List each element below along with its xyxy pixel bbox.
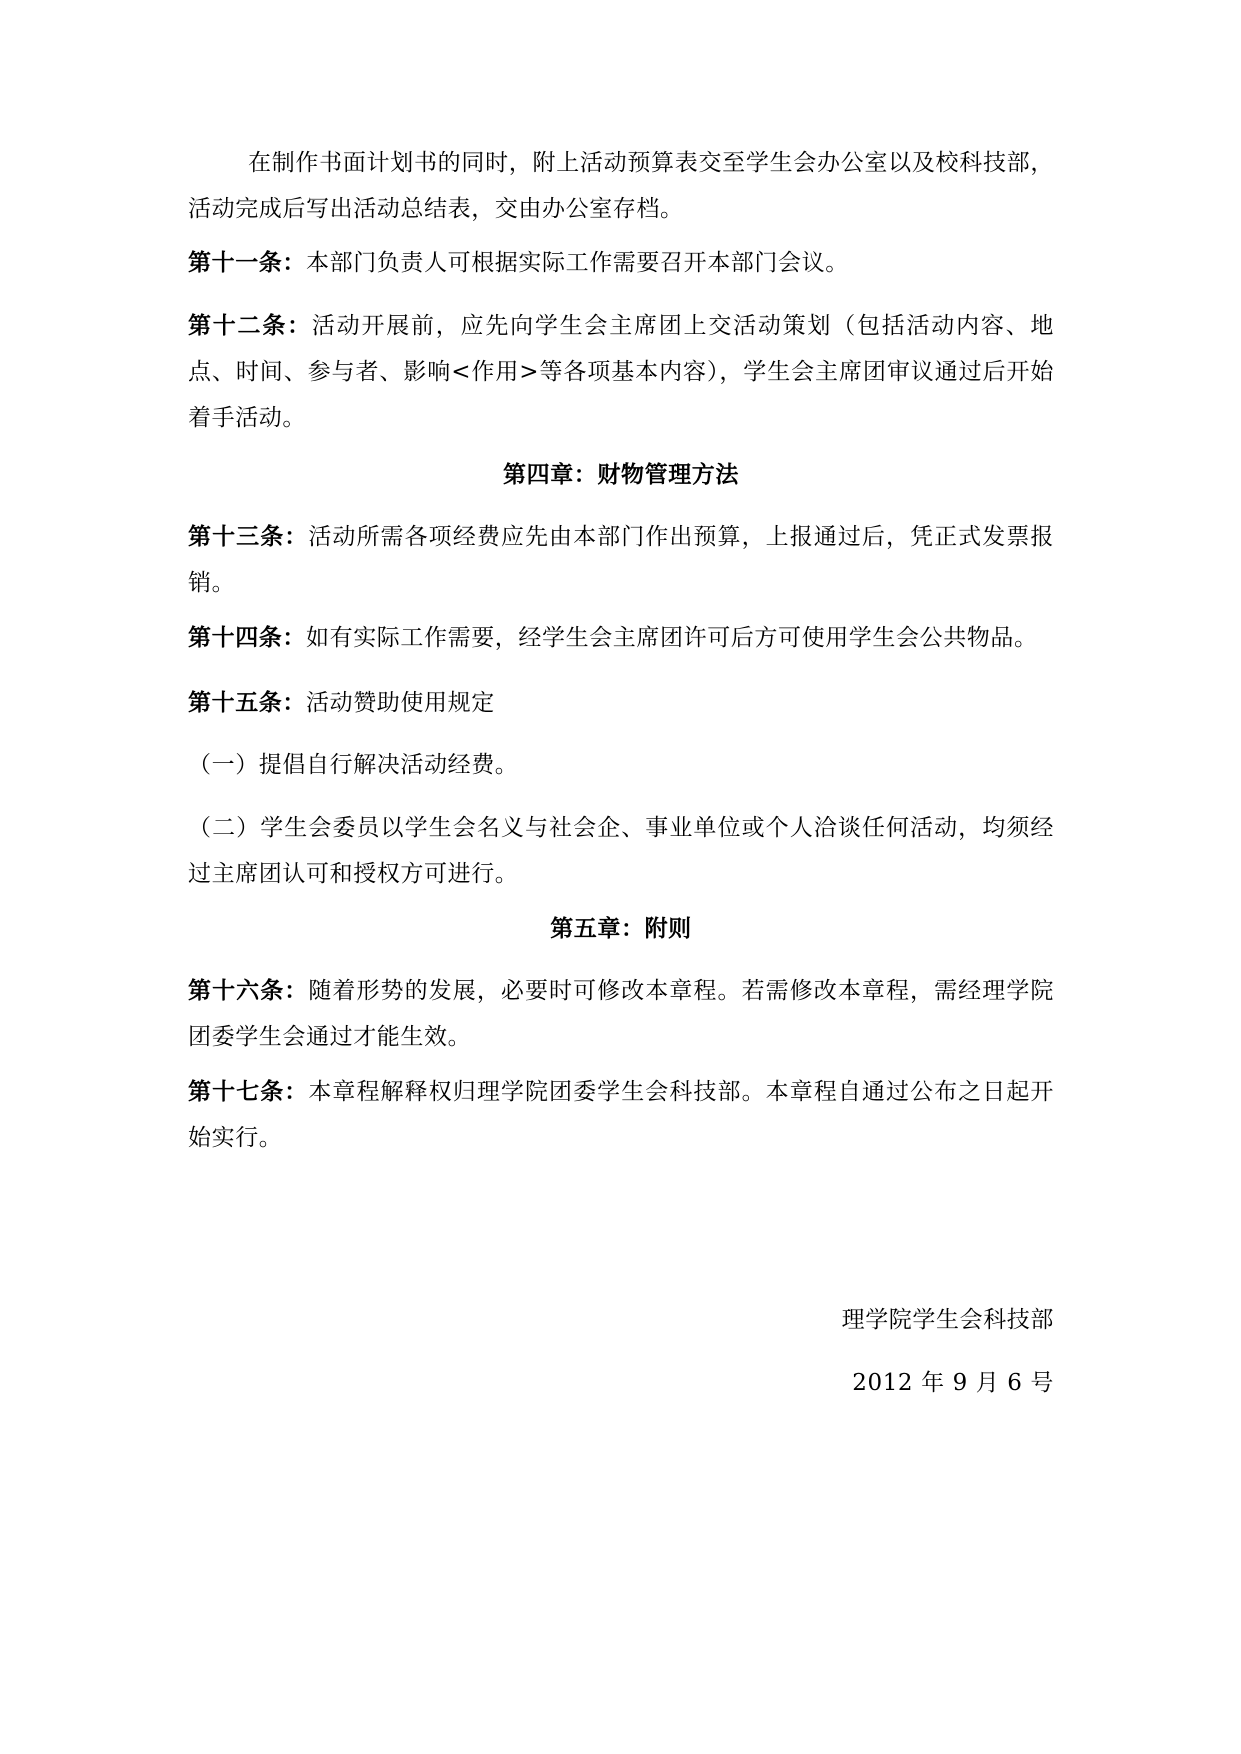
- article-11: [188, 240, 1054, 286]
- article-14-text: 如有实际工作需要，经学生会主席团许可后方可使用学生会公共物品。: [306, 625, 1038, 651]
- article-13-text: 活动所需各项经费应先由本部门作出预算，上报通过后，凭正式发票报销。: [188, 524, 1054, 596]
- intro-text: 在制作书面计划书的同时，附上活动预算表交至学生会办公室以及校科技部，活动完成后写出活动总结表，交由办公室存档。: [188, 150, 1054, 222]
- article-13-label: 第十三条：: [188, 524, 309, 550]
- article-15-label: 第十五条：: [188, 690, 306, 716]
- article-17: [188, 1069, 1054, 1161]
- signature-date: 2012 年 9 月 6 号: [852, 1370, 1054, 1396]
- article-12-label: 第十二条：: [188, 313, 312, 339]
- chapter-5-heading: 第五章：附则: [550, 916, 692, 942]
- sub-item-2: （二）学生会委员以学生会名义与社会企、事业单位或个人洽谈任何活动，均须经过主席团认可和授权方可进行。: [188, 815, 1054, 887]
- article-16: [188, 968, 1054, 1060]
- article-14-label: 第十四条：: [188, 625, 306, 651]
- article-17-text: 本章程解释权归理学院团委学生会科技部。本章程自通过公布之日起开始实行。: [188, 1079, 1054, 1151]
- article-12-text: 活动开展前，应先向学生会主席团上交活动策划（包括活动内容、地点、时间、参与者、影响<作用>等各项基本内容），学生会主席团审议通过后开始着手活动。: [188, 313, 1055, 431]
- article-11-text: 本部门负责人可根据实际工作需要召开本部门会议。: [306, 250, 849, 276]
- article-17-label: 第十七条：: [188, 1079, 309, 1105]
- signature-org: 理学院学生会科技部: [841, 1307, 1054, 1333]
- article-15-text: 活动赞助使用规定: [306, 690, 495, 716]
- intro-paragraph: [188, 140, 1054, 232]
- sub-item-1: （一）提倡自行解决活动经费。: [188, 752, 519, 778]
- article-16-text: 随着形势的发展，必要时可修改本章程。若需修改本章程，需经理学院团委学生会通过才能生效。: [188, 978, 1054, 1050]
- article-11-label: 第十一条：: [188, 250, 306, 276]
- article-15: [188, 680, 1054, 726]
- chapter-4-heading: 第四章：财物管理方法: [503, 462, 739, 488]
- article-14: [188, 615, 1054, 661]
- article-16-label: 第十六条：: [188, 978, 309, 1004]
- article-13: [188, 514, 1054, 606]
- article-12: [188, 303, 1054, 441]
